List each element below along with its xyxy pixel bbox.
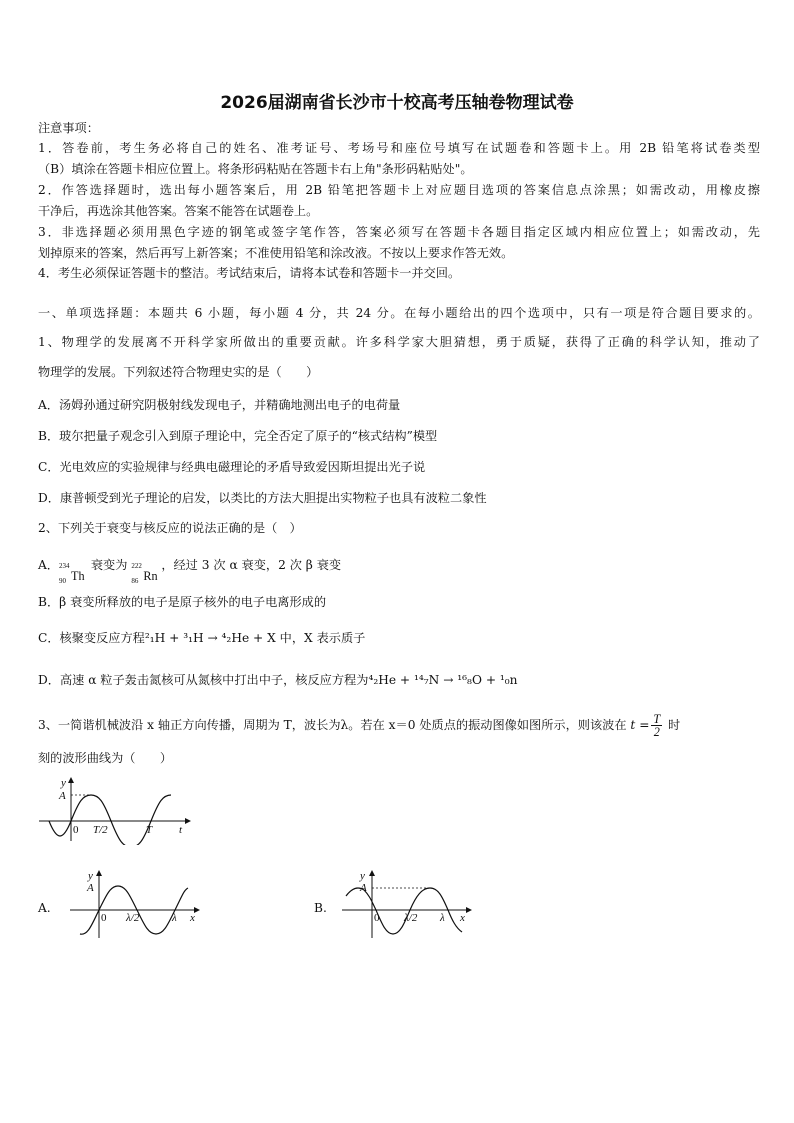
- vibration-curve: [49, 795, 171, 845]
- q2-option-c-label: C．核聚变反应方程: [38, 631, 145, 645]
- page-title: 2026届湖南省长沙市十校高考压轴卷物理试卷: [220, 93, 574, 113]
- mass-number: 234: [59, 562, 70, 570]
- q2-option-a-tail: ，经过 3 次 α 衰变，2 次 β 衰变: [161, 558, 342, 572]
- wavelength-label: λ: [440, 912, 445, 924]
- nuclear-equation: ⁴₂He + ¹⁴₇N → ¹⁶₈O + ¹₀n: [368, 673, 518, 687]
- amplitude-label: A: [87, 882, 94, 894]
- mass-number: 222: [131, 562, 142, 570]
- fusion-equation: ²₁H + ³₁H → ⁴₂He + X: [144, 631, 276, 645]
- notice-line: 干净后，再选涂其他答案。答案不能答在试题卷上。: [38, 204, 319, 218]
- q3-stem: 刻的波形曲线为（ ）: [38, 751, 173, 765]
- wavelength-label: λ: [172, 912, 177, 924]
- half-wavelength-label: λ/2: [126, 912, 140, 924]
- y-axis-label: y: [88, 870, 93, 882]
- q1-option-d: D．康普顿受到光子理论的启发，以类比的方法大胆提出实物粒子也具有波粒二象性: [38, 491, 487, 505]
- fraction: [651, 713, 662, 738]
- x-axis-arrow-icon: [194, 907, 200, 913]
- t-axis-arrow-icon: [185, 818, 191, 824]
- fraction-numerator: T: [653, 712, 661, 726]
- q1-option-a: A．汤姆孙通过研究阴极射线发现电子，并精确地测出电子的电荷量: [38, 398, 401, 412]
- option-a-wave-graph: [66, 868, 206, 940]
- q1-stem: 物理学的发展。下列叙述符合物理史实的是（ ）: [38, 365, 319, 379]
- y-axis-label: y: [360, 870, 365, 882]
- q2-option-a: [38, 556, 342, 585]
- q3-stem-end: 时: [664, 718, 681, 732]
- fraction-denominator: 2: [653, 725, 660, 739]
- notice-line: 4．考生必须保证答题卡的整洁。考试结束后，请将本试卷和答题卡一并交回。: [38, 266, 461, 280]
- x-axis-label: x: [190, 912, 195, 924]
- q1-option-c: C．光电效应的实验规律与经典电磁理论的矛盾导致爱因斯坦提出光子说: [38, 460, 426, 474]
- period-label: T: [146, 824, 153, 836]
- notice-line: 1．答卷前，考生务必将自己的姓名、准考证号、考场号和座位号填写在试题卷和答题卡上。用 2B 铅笔将试卷类型: [38, 141, 760, 155]
- notice-line: （B）填涂在答题卡相应位置上。将条形码粘贴在答题卡右上角"条形码粘贴处"。: [38, 162, 473, 176]
- q2-stem: 2、下列关于衰变与核反应的说法正确的是（ ）: [38, 521, 302, 535]
- q2-option-d: [38, 671, 518, 688]
- x-axis-label: x: [460, 912, 465, 924]
- time-equation: t =: [630, 718, 650, 732]
- q1-stem: 1、物理学的发展离不开科学家所做出的重要贡献。许多科学家大胆猜想，勇于质疑，获得了正确的科学认知，推动了: [38, 335, 760, 349]
- element-symbol: Th: [71, 569, 85, 583]
- amplitude-label: A: [360, 882, 367, 894]
- t-axis-label: t: [179, 824, 183, 836]
- y-axis-arrow-icon: [96, 870, 102, 876]
- q2-option-c: [38, 629, 365, 646]
- q3-option-b-label: B.: [314, 901, 327, 915]
- half-wavelength-label: λ/2: [404, 912, 418, 924]
- section-heading: 一、单项选择题：本题共 6 小题，每小题 4 分，共 24 分。在每小题给出的四个选项中，只有一项是符合题目要求的。: [38, 306, 760, 320]
- atomic-number: 86: [131, 577, 139, 585]
- q2-option-d-label: D．高速 α 粒子轰击氮核可从氮核中打出中子，核反应方程为: [38, 673, 369, 687]
- wave-curve: [346, 888, 462, 934]
- x-axis-arrow-icon: [466, 907, 472, 913]
- atomic-number: 90: [59, 577, 66, 585]
- y-axis-label: y: [61, 777, 66, 789]
- option-b-wave-graph: [338, 868, 478, 940]
- origin-label: 0: [101, 912, 107, 924]
- q1-option-b: B．玻尔把量子观念引入到原子理论中，完全否定了原子的“核式结构”模型: [38, 429, 438, 443]
- q2-option-a-mid: 衰变为: [87, 558, 132, 572]
- notice-line: 划掉原来的答案，然后再写上新答案；不准使用铅笔和涂改液。不按以上要求作答无效。: [38, 246, 514, 260]
- q2-option-b: B．β 衰变所释放的电子是原子核外的电子电离形成的: [38, 595, 327, 609]
- q2-option-a-label: A．: [38, 558, 59, 572]
- y-axis-arrow-icon: [68, 777, 74, 783]
- q3-option-a-label: A.: [38, 901, 51, 915]
- origin-label: 0: [374, 912, 380, 924]
- q2-option-c-tail: 中，X 表示质子: [275, 631, 366, 645]
- half-period-label: T/2: [93, 824, 108, 836]
- amplitude-label: A: [59, 790, 66, 802]
- element-symbol: Rn: [143, 569, 158, 583]
- vibration-graph: [35, 775, 195, 845]
- q3-stem: [38, 713, 680, 738]
- q3-stem-text: 3、一简谐机械波沿 x 轴正方向传播，周期为 T，波长为λ。若在 x＝0 处质点的振动图像如图所示，则该波在: [38, 718, 631, 732]
- notice-line: 2．作答选择题时，选出每小题答案后，用 2B 铅笔把答题卡上对应题目选项的答案信息点涂黑；如需改动，用橡皮擦: [38, 183, 760, 197]
- origin-label: 0: [73, 824, 79, 836]
- notice-heading: 注意事项：: [38, 121, 99, 135]
- y-axis-arrow-icon: [369, 870, 375, 876]
- notice-line: 3．非选择题必须用黑色字迹的钢笔或签字笔作答，答案必须写在答题卡各题目指定区域内相应位置上；如需改动，先: [38, 225, 760, 239]
